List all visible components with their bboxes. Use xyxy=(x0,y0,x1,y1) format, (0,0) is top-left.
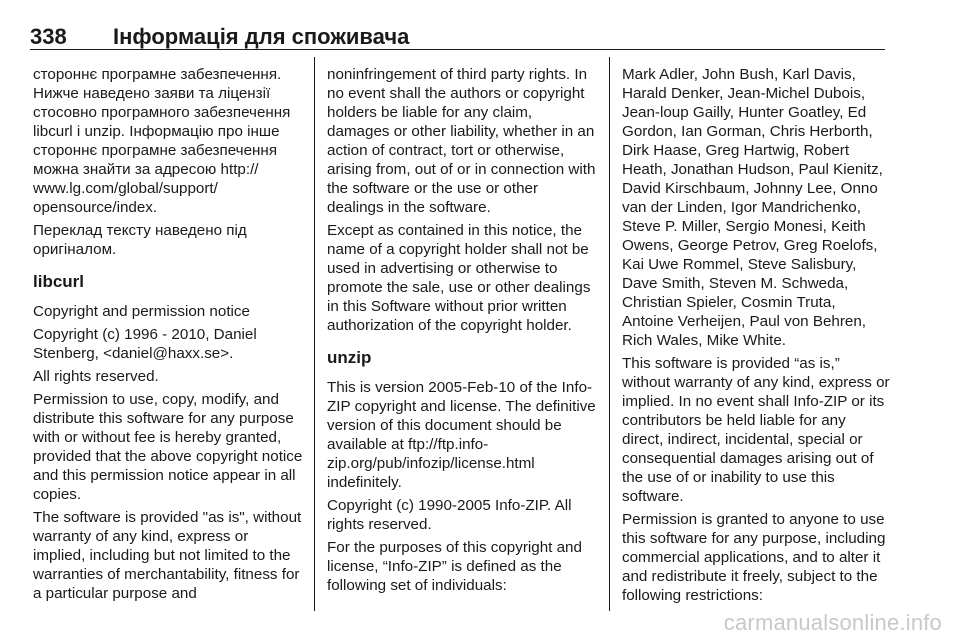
section-heading-unzip: unzip xyxy=(327,348,372,367)
watermark: carmanualsonline.info xyxy=(723,610,942,635)
column-divider xyxy=(314,57,315,611)
column-divider xyxy=(609,57,610,611)
paragraph: Copyright (c) 1990-2005 Info-ZIP. All rights reserved. xyxy=(327,497,572,533)
page-title: Інформація для споживача xyxy=(113,24,410,49)
paragraph: Переклад тексту наведено під оригіналом. xyxy=(33,222,247,258)
paragraph: The software is provided "as is", without warranty of any kind, express or implied, including but not limited to the warranties of merchantability, fitness for a particular purpose and xyxy=(33,509,302,602)
paragraph: Mark Adler, John Bush, Karl Davis, Harald Denker, Jean-Michel Dubois, Jean-loup Gailly, Hunter Goatley, Ed Gordon, Ian Gorman, Chris Herborth, Dirk Haase, Greg Hartwig, Robert Heath, Jonathan Hudson, Paul Kienitz, David Kirschbaum, Johnny Lee, Onno van der Linden, Igor Mandrichenko, Steve P. Miller, Sergio Monesi, Keith Owens, George Petrov, Greg Roelofs, Kai Uwe Rommel, Steve Salisbury, Dave Smith, Steven M. Schweda, Christian Spieler, Cosmin Truta, Antoine Verheijen, Paul von Behren, Rich Wales, Mike White. xyxy=(622,66,883,349)
paragraph: Copyright (c) 1996 - 2010, Daniel Stenberg, <daniel@haxx.se>. xyxy=(33,326,257,362)
paragraph: This is version 2005-Feb-10 of the Info-ZIP copyright and license. The definitive version of this document should be available at ftp://ftp.info-zip.org/pub/infozip/license.html indefinitely. xyxy=(327,379,596,491)
paragraph: стороннє програмне забезпечення. Нижче наведено заяви та ліцензії стосовно програмного забезпечення libcurl і unzip. Інформацію про інше стороннє програмне забезпечення можна знайти за адресою http:// www.lg.com/global/support/ opensource/index. xyxy=(33,66,291,216)
paragraph: noninfringement of third party rights. In no event shall the authors or copyright holders be liable for any claim, damages or other liability, whether in an action of contract, tort or otherwise, arising from, out of or in connection with the software or the use or other dealings in the software. xyxy=(327,66,596,216)
paragraph: This software is provided “as is,” without warranty of any kind, express or implied. In no event shall Info-ZIP or its contributors be held liable for any direct, indirect, incidental, special or consequential damages arising out of the use of or inability to use this software. xyxy=(622,355,890,505)
paragraph: Except as contained in this notice, the name of a copyright holder shall not be used in advertising or otherwise to promote the sale, use or other dealings in this Software without prior written authorization of the copyright holder. xyxy=(327,222,591,334)
paragraph: Permission is granted to anyone to use this software for any purpose, including commercial applications, and to alter it and redistribute it freely, subject to the following restrictions: xyxy=(622,511,886,604)
paragraph: All rights reserved. xyxy=(33,368,159,385)
paragraph: For the purposes of this copyright and license, “Info-ZIP” is defined as the following set of individuals: xyxy=(327,539,582,594)
section-heading-libcurl: libcurl xyxy=(33,272,85,291)
paragraph: Permission to use, copy, modify, and distribute this software for any purpose with or without fee is hereby granted, provided that the above copyright notice and this permission notice appear in all copies. xyxy=(33,391,303,503)
page-header xyxy=(30,25,885,50)
text-column-right xyxy=(622,65,890,609)
text-column-left xyxy=(33,65,303,607)
page-number: 338 xyxy=(30,24,67,49)
text-column-middle xyxy=(327,65,597,599)
paragraph: Copyright and permission notice xyxy=(33,303,250,320)
